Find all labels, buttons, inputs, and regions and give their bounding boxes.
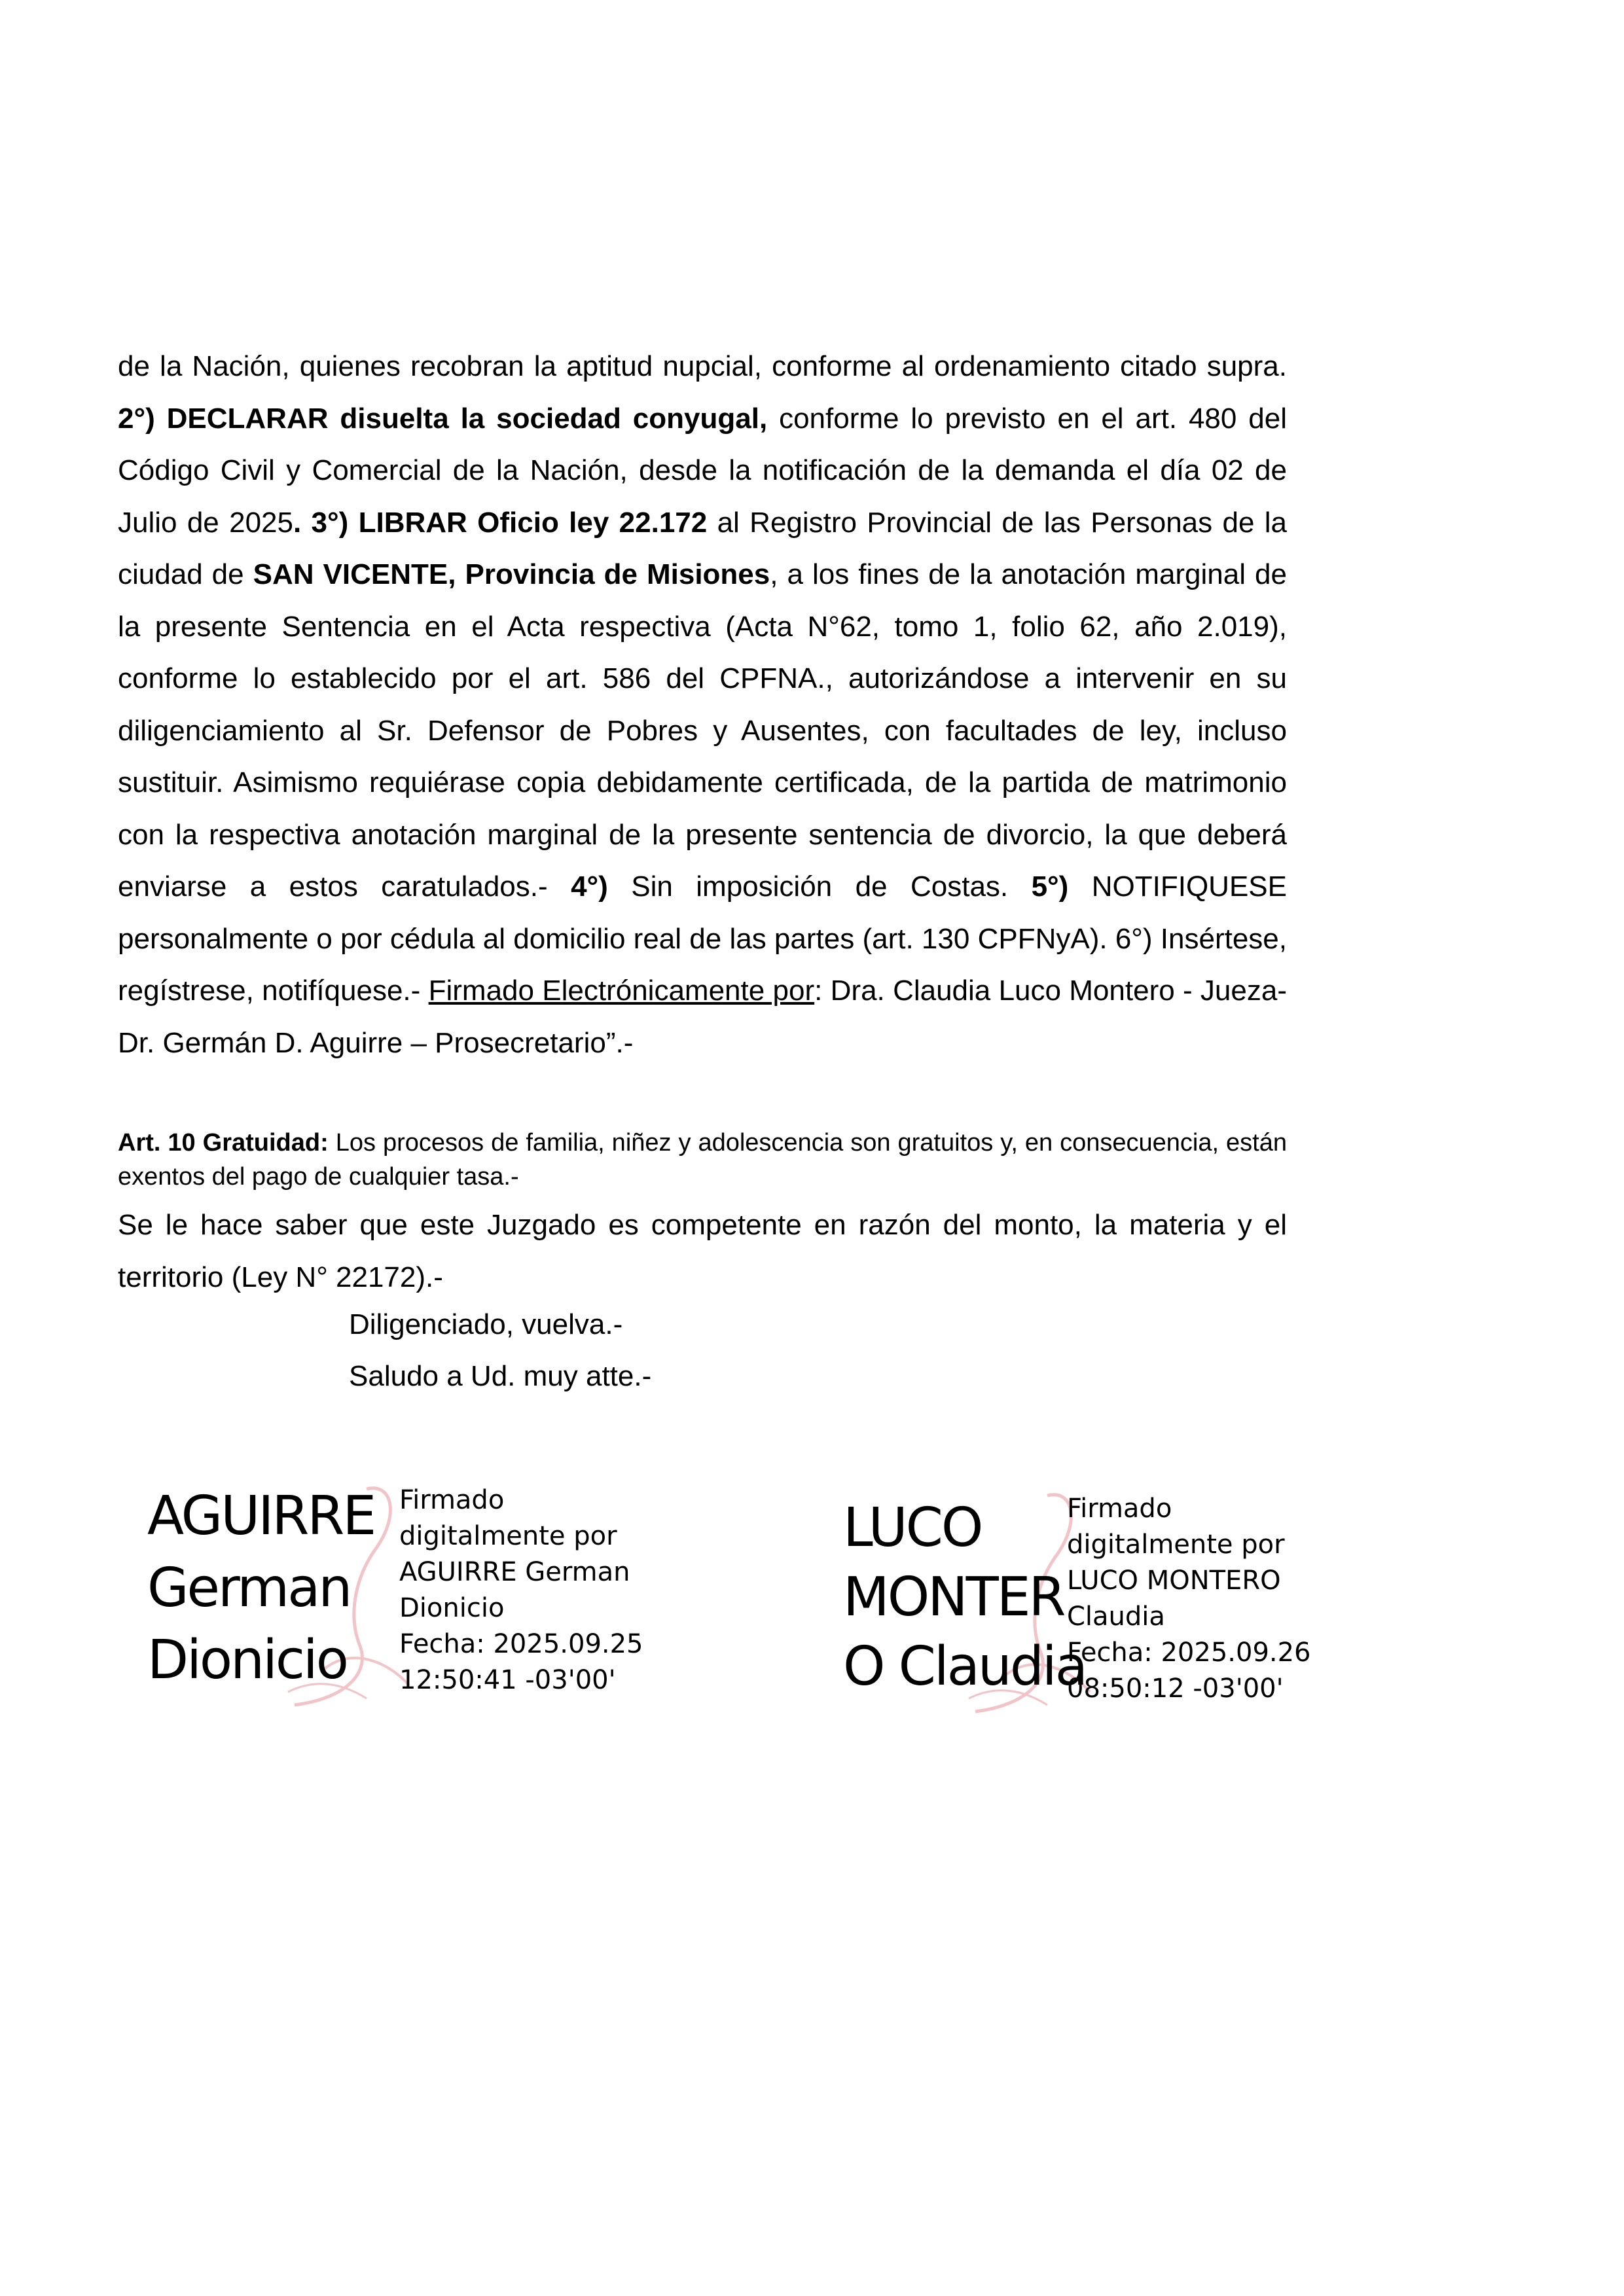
- body-text-6: NOTIFIQUESE personalmente o por cédula al domicilio real de las partes (art. 130 CPFNyA). 6°) Insértese, regístrese, notifíquese.-: [118, 870, 1287, 1007]
- body-text-3: al Registro Provincial de las Personas de la ciudad de: [118, 506, 1288, 590]
- body-text-1: de la Nación, quienes recobran la aptitud nupcial, conforme al ordenamiento citado supra.: [118, 350, 1287, 382]
- signature-info-line-1: Firmado: [1067, 1494, 1172, 1524]
- signature-info-line-1: Firmado: [399, 1485, 505, 1515]
- bold-clause-2: 2°) DECLARAR disuelta la sociedad conyugal,: [118, 402, 768, 435]
- competence-notice: Se le hace saber que este Juzgado es competente en razón del monto, la materia y el territorio (Ley N° 22172).-: [118, 1209, 1287, 1293]
- signature-time: 08:50:12 -03'00': [1067, 1674, 1284, 1704]
- bold-clause-5: 5°): [1031, 870, 1069, 903]
- body-text-4: , a los fines de la anotación marginal de la presente Sentencia en el Acta respectiva (Acta N°62, tomo 1, folio 62, año 2.019), conforme lo establecido por el art. 586 del CPFNA., autorizándose a intervenir en su diligenciamiento al Sr. Defensor de Pobres y Ausentes, con facultades de ley, incluso sustituir. Asimismo requiérase copia debidamente certificada, de la partida de matrimonio con la respectiva anotación marginal de la presente sentencia de divorcio, la que deberá enviarse a estos caratulados.-: [118, 558, 1287, 903]
- bold-clause-3: . 3°) LIBRAR Oficio ley 22.172: [293, 506, 708, 539]
- signature-info-line-3: LUCO MONTERO: [1067, 1566, 1281, 1596]
- art10-text: Los procesos de familia, niñez y adolescencia son gratuitos y, en consecuencia, están exentos del pago de cualquier tasa.-: [118, 1129, 1287, 1191]
- signer-name-line-1: AGUIRRE: [147, 1485, 375, 1547]
- signature-info-line-2: digitalmente por: [1067, 1530, 1285, 1560]
- signature-date: Fecha: 2025.09.26: [1067, 1638, 1311, 1668]
- art10-label: Art. 10 Gratuidad:: [118, 1129, 329, 1157]
- closing-line-2: Saludo a Ud. muy atte.-: [349, 1360, 652, 1392]
- signer-name-line-1: LUCO: [843, 1497, 982, 1559]
- resolution-body: [118, 340, 1287, 1069]
- signer-name-line-3: O Claudia: [843, 1636, 1086, 1698]
- signer-name-line-2: German: [147, 1557, 351, 1619]
- art10-paragraph: [118, 1126, 1287, 1194]
- bold-clause-4: 4°): [571, 870, 608, 903]
- signature-info-line-2: digitalmente por: [399, 1521, 617, 1551]
- closing-line-1: Diligenciado, vuelva.-: [349, 1308, 623, 1340]
- signer-name-line-2: MONTER: [843, 1566, 1064, 1628]
- body-text-2: conforme lo previsto en el art. 480 del Código Civil y Comercial de la Nación, desde la notificación de la demanda el día 02 de Julio de 2025: [118, 402, 1287, 539]
- signature-info-line-3: AGUIRRE German: [399, 1557, 630, 1587]
- body-text-7: : Dra. Claudia Luco Montero - Jueza- Dr. Germán D. Aguirre – Prosecretario”.-: [118, 975, 1288, 1059]
- body-text-5: Sin imposición de Costas.: [607, 870, 1032, 903]
- signature-info-line-4: Claudia: [1067, 1602, 1165, 1632]
- signer-name-line-3: Dionicio: [147, 1629, 347, 1691]
- signed-by-label: Firmado Electrónicamente por: [428, 975, 815, 1007]
- signature-time: 12:50:41 -03'00': [399, 1665, 616, 1695]
- signature-date: Fecha: 2025.09.25: [399, 1629, 643, 1659]
- bold-location: SAN VICENTE, Provincia de Misiones: [253, 558, 770, 590]
- signature-info-line-4: Dionicio: [399, 1593, 505, 1623]
